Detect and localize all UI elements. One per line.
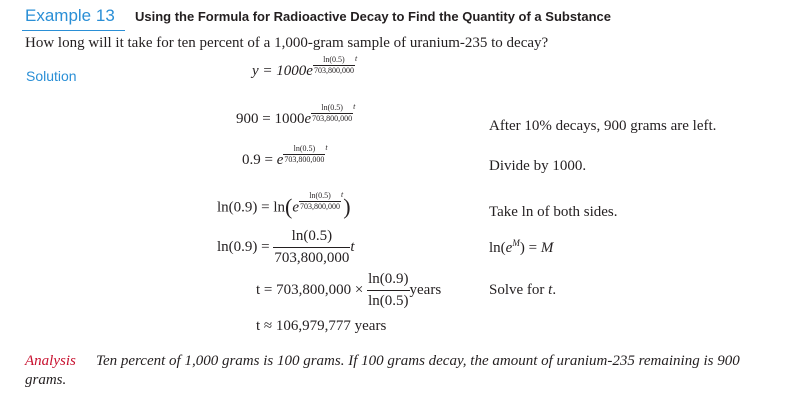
step-5-note [489, 238, 553, 257]
step-3-base: e [276, 152, 284, 168]
step-2-exp-num: ln(0.5) [311, 104, 353, 114]
step-6-frac-den: ln(0.5) [368, 293, 409, 309]
step-1-exp-num: ln(0.5) [313, 56, 355, 66]
equation-step-6 [256, 272, 441, 309]
step-4-exp-var: t [341, 190, 344, 200]
step-4-lhs: ln(0.9) = ln [217, 199, 286, 216]
step-2-exp-var: t [353, 102, 356, 111]
equation-step-3 [242, 143, 328, 172]
step-5-lhs: ln(0.9) = [217, 239, 274, 255]
step-5-frac-num: ln(0.5) [273, 229, 350, 248]
step-1-exp-den: 703,800,000 [313, 65, 354, 75]
step-3-lhs: 0.9 = [242, 152, 277, 168]
example-label: Example 13 [25, 6, 115, 25]
step-4-note: Take ln of both sides. [489, 204, 618, 220]
step-3-note: Divide by 1000. [489, 158, 587, 174]
step-3-exp-var: t [325, 143, 328, 152]
step-6-note-t: t [548, 282, 553, 298]
step-2-lhs: 900 = 1000 [236, 111, 305, 127]
equation-step-2 [236, 102, 356, 131]
step-1-lhs: y = 1000 [252, 63, 307, 79]
step-3-exp-num: ln(0.5) [283, 145, 325, 155]
step-2-note: After 10% decays, 900 grams are left. [489, 118, 717, 134]
step-6-note [489, 282, 556, 299]
question-text: How long will it take for ten percent of a 1,000-gram sample of uranium-235 to decay? [25, 35, 549, 51]
example-title: Using the Formula for Radioactive Decay to Find the Quantity of a Substance [135, 9, 612, 24]
step-5-note-eq: ) = [519, 240, 541, 256]
example-underline [22, 30, 125, 31]
step-5-note-sup: M [512, 238, 520, 248]
step-5-note-m: M [540, 240, 554, 256]
step-6-note-a: Solve for [489, 282, 549, 298]
step-2-base: e [304, 111, 312, 127]
step-4-exp-den: 703,800,000 [300, 202, 341, 212]
analysis-text: Ten percent of 1,000 grams is 100 grams. If 100 grams decay, the amount of uranium-235 remaining is 900 grams. [25, 353, 740, 388]
step-5-note-ln: ln( [489, 240, 506, 256]
step-3-exp-den: 703,800,000 [284, 154, 325, 164]
step-6-lhs: t = 703,800,000 × [256, 282, 368, 298]
step-6-frac-num: ln(0.9) [367, 272, 409, 291]
equation-step-1 [252, 54, 358, 83]
solution-label: Solution [26, 68, 77, 84]
step-6-note-c: . [552, 282, 557, 298]
step-5-frac-den: 703,800,000 [274, 250, 350, 266]
step-1-base: e [306, 63, 313, 79]
equation-step-5 [217, 229, 355, 266]
step-5-note-e: e [505, 240, 513, 256]
step-5-var: t [350, 239, 355, 255]
step-2-exp-den: 703,800,000 [312, 113, 353, 123]
step-4-exp-num: ln(0.5) [299, 192, 341, 202]
step-1-exp-var: t [354, 54, 358, 63]
equation-step-7: t ≈ 106,979,777 years [256, 318, 387, 334]
step-4-base: e [292, 199, 300, 216]
step-6-unit: years [409, 282, 442, 298]
analysis-label: Analysis [25, 353, 76, 369]
equation-step-4: ln(0.9) = ln(e $\frac{\ln(0.5)}{703,800,000}$ t) [217, 190, 351, 219]
